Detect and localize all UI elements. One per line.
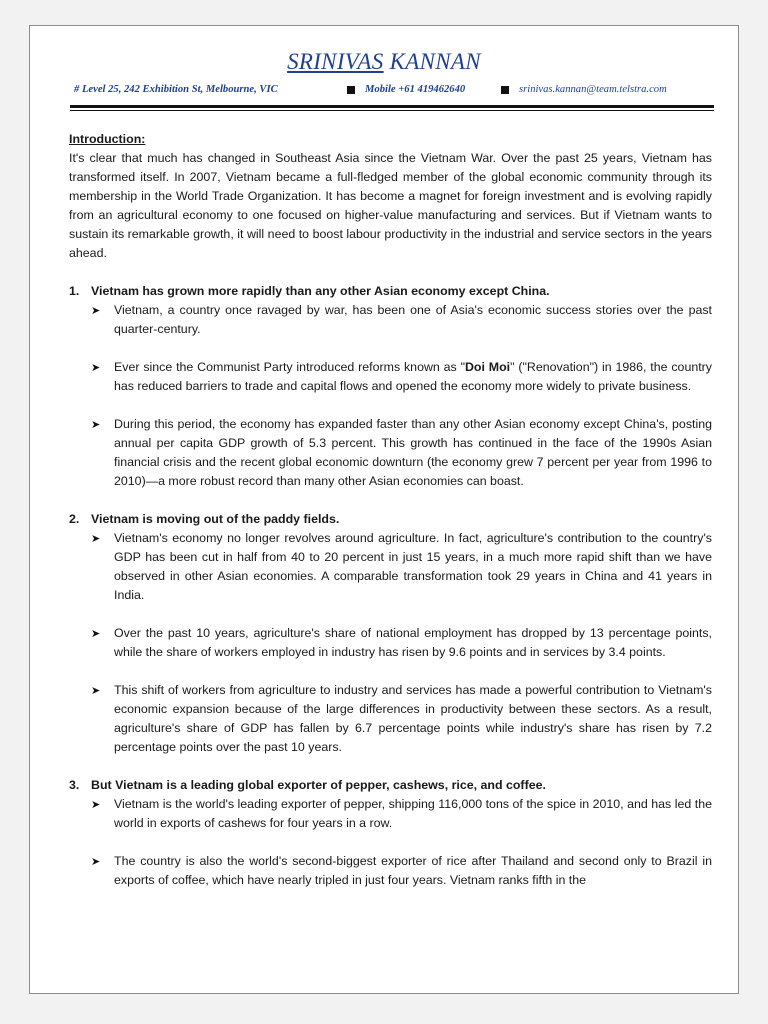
bullet-text: Vietnam is the world's leading exporter of pepper, shipping 116,000 tons of the spice in 2010, and has led the world in exports of cashews for four years in a row.: [114, 797, 712, 830]
section-heading: [69, 510, 712, 529]
doi-moi-term: Doi Moi: [464, 360, 511, 374]
contact-line: [74, 83, 714, 97]
bullet-text: Vietnam, a country once ravaged by war, has been one of Asia's economic success stories over the past quarter-century.: [114, 303, 712, 336]
document-page: [29, 25, 739, 994]
author-first-name: SRINIVAS: [287, 49, 384, 74]
document-body: [69, 130, 712, 890]
arrow-bullet-icon: ➤: [91, 361, 101, 374]
section-title: Vietnam has grown more rapidly than any other Asian economy except China.: [91, 284, 550, 298]
bullet-list: [69, 301, 712, 491]
list-item: [69, 795, 712, 833]
section-2: [69, 510, 712, 757]
section-heading: [69, 776, 712, 795]
arrow-bullet-icon: ➤: [91, 532, 101, 545]
arrow-bullet-icon: ➤: [91, 627, 101, 640]
section-title: Vietnam is moving out of the paddy fields.: [91, 512, 340, 526]
arrow-bullet-icon: ➤: [91, 418, 101, 431]
arrow-bullet-icon: ➤: [91, 304, 101, 317]
bullet-list: [69, 795, 712, 890]
bullet-list: [69, 529, 712, 757]
email-address: srinivas.kannan@team.telstra.com: [519, 84, 667, 95]
header-rule-thin: [70, 110, 714, 111]
list-item: [69, 415, 712, 491]
section-number: 1.: [69, 284, 80, 298]
section-title: But Vietnam is a leading global exporter of pepper, cashews, rice, and coffee.: [91, 778, 546, 792]
arrow-bullet-icon: ➤: [91, 855, 101, 868]
bullet-text: Ever since the Communist Party introduced reforms known as "Doi Moi" ("Renovation") in 1986, the country has reduced barriers to trade and capital flows and opened the economy more widely to private business.: [114, 360, 712, 393]
section-3: [69, 776, 712, 890]
address: # Level 25, 242 Exhibition St, Melbourne, VIC: [74, 84, 278, 95]
section-number: 3.: [69, 778, 80, 792]
bullet-square-icon: [347, 86, 355, 94]
list-item: [69, 529, 712, 605]
arrow-bullet-icon: ➤: [91, 684, 101, 697]
mobile-number: Mobile +61 419462640: [365, 84, 466, 95]
bullet-text: This shift of workers from agriculture to industry and services has made a powerful contribution to Vietnam's economic expansion because of the large differences in productivity between these sectors. As a result, agriculture's share of GDP has fallen by 6.7 percentage points while industry's share has risen by 7.2 percentage points over the past 10 years.: [114, 683, 712, 754]
header-rule-thick: [70, 105, 714, 108]
bullet-text: The country is also the world's second-biggest exporter of rice after Thailand and second only to Brazil in exports of coffee, which have nearly tripled in just four years. Vietnam ranks fifth in the: [114, 854, 712, 887]
list-item: [69, 624, 712, 662]
list-item: [69, 301, 712, 339]
list-item: [69, 358, 712, 396]
bullet-square-icon: [501, 86, 509, 94]
intro-heading: Introduction:: [69, 132, 146, 146]
author-name: [30, 50, 738, 74]
intro-paragraph: It's clear that much has changed in Southeast Asia since the Vietnam War. Over the past 25 years, Vietnam has transformed itself. In 2007, Vietnam became a full-fledged member of the global economic community through its membership in the World Trade Organization. It has become a magnet for foreign investment and is evolving rapidly from an agricultural economy to one focused on higher-value manufacturing and services. But if Vietnam wants to sustain its remarkable growth, it will need to boost labour productivity in the industrial and service sectors in the years ahead.: [69, 151, 712, 260]
arrow-bullet-icon: ➤: [91, 798, 101, 811]
section-number: 2.: [69, 512, 80, 526]
bullet-text: During this period, the economy has expanded faster than any other Asian economy except China's, posting annual per capita GDP growth of 5.3 percent. This growth has continued in the face of the 1990s Asian financial crisis and the recent global economic downturn (the economy grew 7 percent per year from 1996 to 2010)—a more robust record than many other Asian economies can boast.: [114, 417, 712, 488]
list-item: [69, 852, 712, 890]
list-item: [69, 681, 712, 757]
bullet-text: Over the past 10 years, agriculture's share of national employment has dropped by 13 percentage points, while the share of workers employed in industry has risen by 9.6 points and in services by 3.4 points.: [114, 626, 712, 659]
author-last-name: KANNAN: [389, 49, 481, 74]
section-heading: [69, 282, 712, 301]
bullet-text: Vietnam's economy no longer revolves around agriculture. In fact, agriculture's contribution to the country's GDP has been cut in half from 40 to 20 percent in just 15 years, in a much more rapid shift than we have observed in other Asian economies. A comparable transformation took 29 years in China and 41 years in India.: [114, 531, 712, 602]
section-1: [69, 282, 712, 491]
